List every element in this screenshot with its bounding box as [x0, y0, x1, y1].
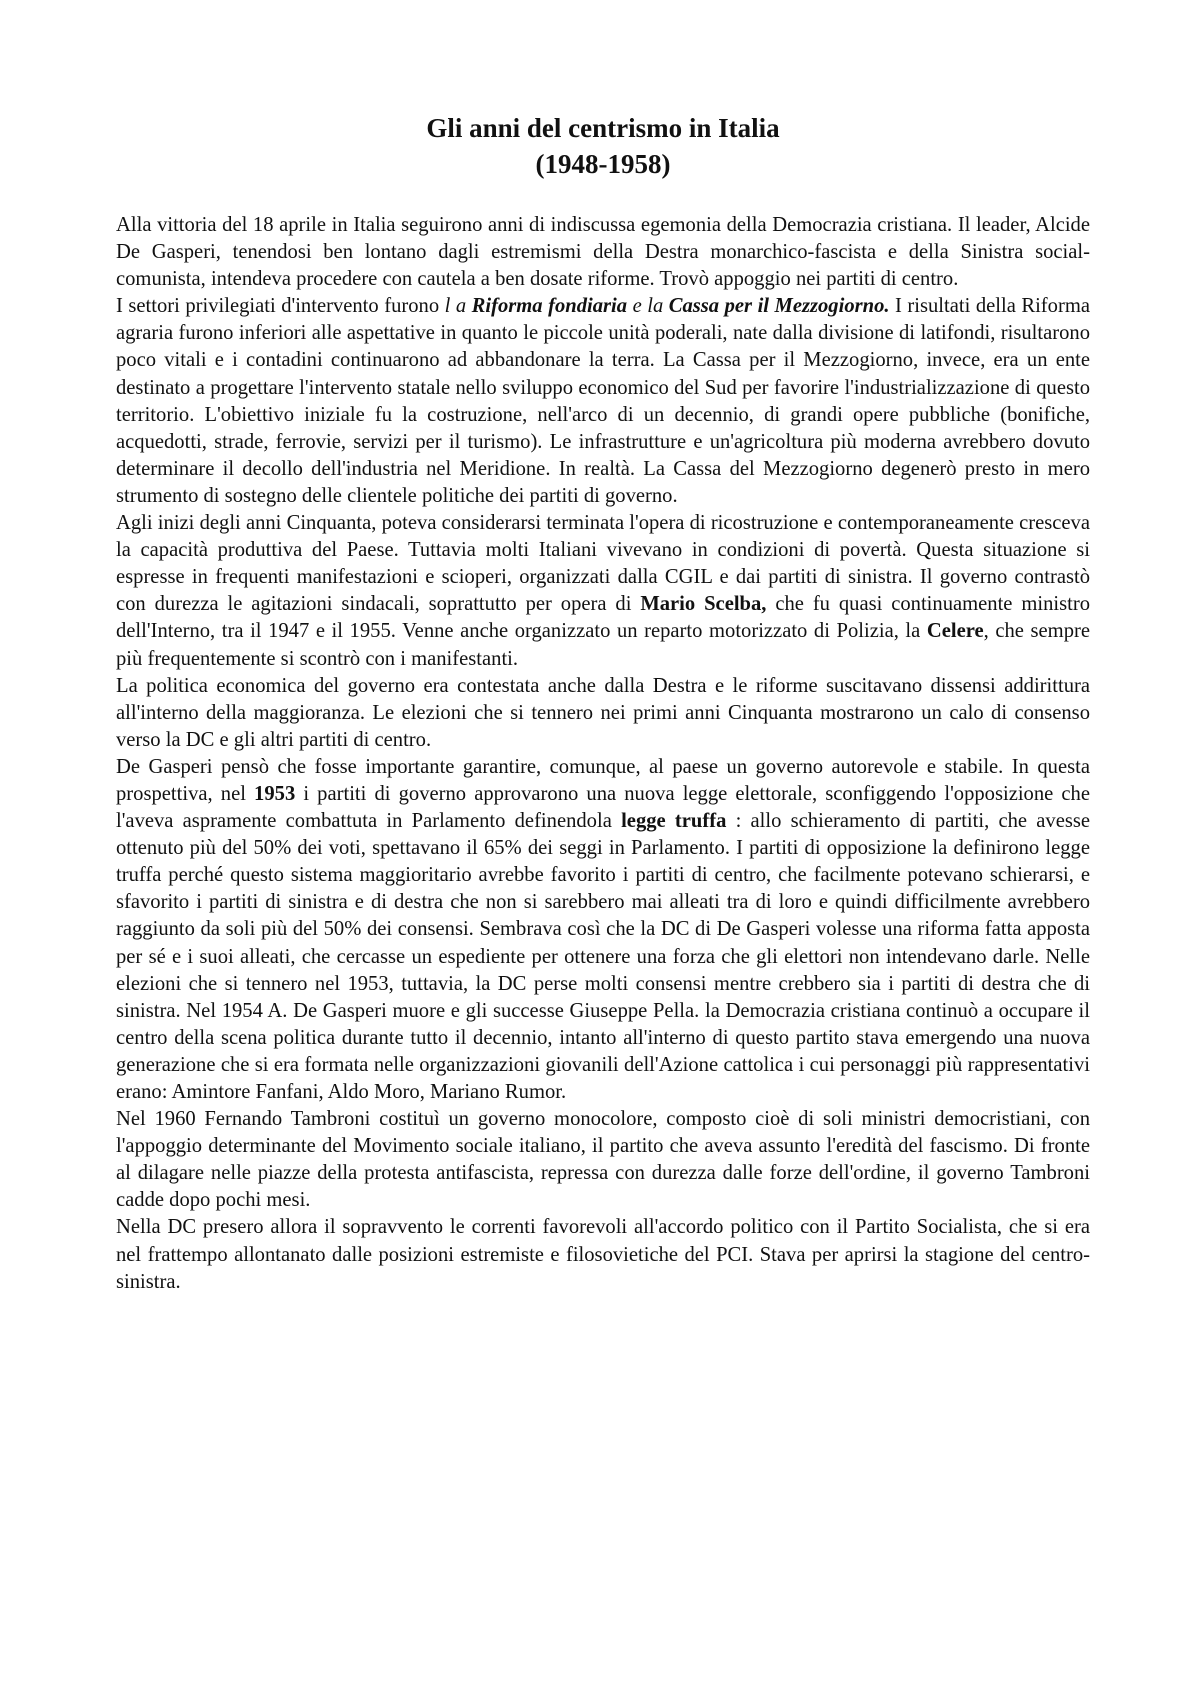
legge-truffa-emphasis: legge truffa	[621, 810, 727, 833]
paragraph-5-text-a: De Gasperi pensò che fosse importante garantire, comunque, al paese un governo autorevole e stabile. In questa prospettiva, nel	[116, 755, 1090, 805]
paragraph-5-text-b: i partiti di governo approvarono una nuova legge elettorale, sconfiggendo l'opposizione che l'aveva aspramente combattuta in Parlamento definendola	[116, 782, 1090, 833]
paragraph-2-text-a: I settori privilegiati d'intervento furono	[116, 295, 445, 318]
paragraph-3-text-c: , che sempre più frequentemente si scontrò con i manifestanti.	[116, 620, 1090, 670]
paragraph-2-article-b: la	[647, 295, 669, 318]
paragraph-3-text-b: che fu quasi continuamente ministro dell'Interno, tra il 1947 e il 1955. Venne anche organizzato un reparto motorizzato di Polizia, la	[116, 593, 1090, 643]
paragraph-7: Nella DC presero allora il sopravvento le correnti favorevoli all'accordo politico con il Partito Socialista, che si era nel frattempo allontanato dalle posizioni estremiste e filosovietiche del PCI. Stava per aprirsi la stagione del centro-sinistra.	[116, 1216, 1090, 1293]
paragraph-6: Nel 1960 Fernando Tambroni costituì un governo monocolore, composto cioè di soli ministri democristiani, con l'appoggio determinante del Movimento sociale italiano, il partito che aveva assunto l'eredità del fascismo. Di fronte al dilagare nelle piazze della protesta antifascista, repressa con durezza dalle forze dell'ordine, il governo Tambroni cadde dopo pochi mesi.	[116, 1108, 1090, 1212]
title-line-1: Gli anni del centrismo in Italia	[426, 113, 780, 143]
paragraph-2-article-a: l a	[444, 295, 472, 318]
cassa-mezzogiorno-emphasis: Cassa per il Mezzogiorno.	[668, 295, 890, 318]
paragraph-5	[116, 754, 1090, 1106]
document-page	[116, 110, 1090, 1296]
year-1953-emphasis: 1953	[254, 782, 296, 805]
paragraph-4: La politica economica del governo era contestata anche dalla Destra e le riforme suscitavano dissensi addirittura all'interno della maggioranza. Le elezioni che si tennero nei primi anni Cinquanta mostrarono un calo di consenso verso la DC e gli altri partiti di centro.	[116, 674, 1090, 751]
document-body	[116, 212, 1090, 1296]
paragraph-3	[116, 510, 1090, 673]
paragraph-2	[116, 293, 1090, 510]
title-line-2: (1948-1958)	[535, 149, 671, 179]
riforma-fondiaria-emphasis: Riforma fondiaria	[471, 295, 628, 318]
celere-emphasis: Celere	[926, 620, 984, 643]
paragraph-2-conjunction: e	[627, 295, 648, 318]
paragraph-5-text-c: : allo schieramento di partiti, che avesse ottenuto più del 50% dei voti, spettavano il 65% dei seggi in Parlamento. I partiti di opposizione la definirono legge truffa perché questo sistema maggioritario avrebbe favorito i partiti di centro, che facilmente potevano schierarsi, e sfavorito i partiti di sinistra e di destra che non si sarebbero mai alleati tra di loro e quindi difficilmente avrebbero raggiunto da soli più del 50% dei consensi. Sembrava così che la DC di De Gasperi volesse una riforma fatta apposta per sé e i suoi alleati, che cercasse un espediente per ottenere una forza che gli elettori non intendevano darle. Nelle elezioni che si tennero nel 1953, tuttavia, la DC perse molti consensi mentre crebbero sia i partiti di destra che di sinistra. Nel 1954 A. De Gasperi muore e gli successe Giuseppe Pella. la Democrazia cristiana continuò a occupare il centro della scena politica durante tutto il decennio, intanto all'interno di questo partito stava emergendo una nuova generazione che si era formata nelle organizzazioni giovanili dell'Azione cattolica i cui personaggi più rappresentativi erano: Amintore Fanfani, Aldo Moro, Mariano Rumor.	[116, 810, 1090, 1103]
mario-scelba-emphasis: Mario Scelba,	[640, 593, 767, 616]
paragraph-3-text-a: Agli inizi degli anni Cinquanta, poteva considerarsi terminata l'opera di ricostruzione e contemporaneamente cresceva la capacità produttiva del Paese. Tuttavia molti Italiani vivevano in condizioni di povertà. Questa situazione si espresse in frequenti manifestazioni e scioperi, organizzati dalla CGIL e dai partiti di sinistra. Il governo contrastò con durezza le agitazioni sindacali, soprattutto per opera di	[116, 512, 1090, 616]
paragraph-2-text-b: I risultati della Riforma agraria furono inferiori alle aspettative in quanto le piccole unità poderali, nate dalla divisione di latifondi, risultarono poco vitali e i contadini continuarono ad abbandonare la terra. La Cassa per il Mezzogiorno, invece, era un ente destinato a progettare l'intervento statale nello sviluppo economico del Sud per favorire l'industrializzazione di questo territorio. L'obiettivo iniziale fu la costruzione, nell'arco di un decennio, di grandi opere pubbliche (bonifiche, acquedotti, strade, ferrovie, servizi per il turismo). Le infrastrutture e un'agricoltura più moderna avrebbero dovuto determinare il decollo dell'industria nel Meridione. In realtà. La Cassa del Mezzogiorno degenerò presto in mero strumento di sostegno delle clientele politiche dei partiti di governo.	[116, 295, 1090, 507]
document-title	[116, 110, 1090, 182]
paragraph-1: Alla vittoria del 18 aprile in Italia seguirono anni di indiscussa egemonia della Democrazia cristiana. Il leader, Alcide De Gasperi, tenendosi ben lontano dagli estremismi della Destra monarchico-fascista e della Sinistra social-comunista, intendeva procedere con cautela a ben dosate riforme. Trovò appoggio nei partiti di centro.	[116, 214, 1090, 291]
